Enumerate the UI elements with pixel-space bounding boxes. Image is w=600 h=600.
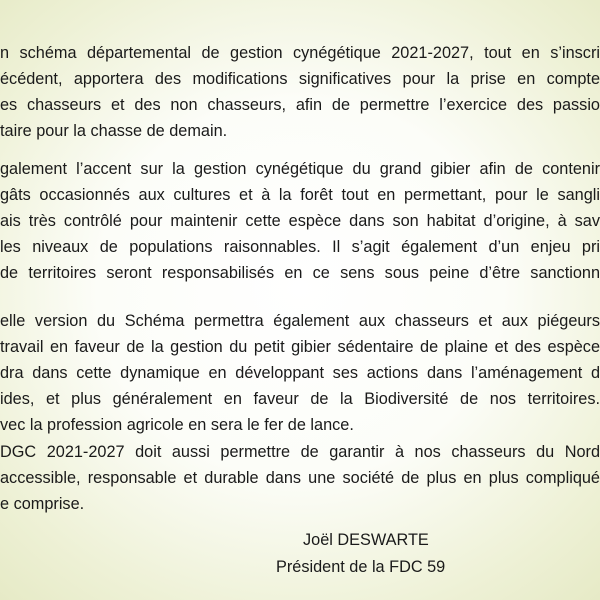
paragraph-2-line-4: les niveaux de populations raisonnables. Il s’agit également d’un enjeu pri: [0, 238, 600, 256]
paragraph-3-line-3: dra dans cette dynamique en développant ses actions dans l’aménagement d: [0, 364, 600, 382]
paragraph-4-line-1: DGC 2021-2027 doit aussi permettre de garantir à nos chasseurs du Nord: [0, 443, 600, 461]
paragraph-2-line-1: galement l’accent sur la gestion cynégétique du grand gibier afin de contenir: [0, 160, 600, 178]
paragraph-4-line-2: accessible, responsable et durable dans une société de plus en plus compliqué: [0, 469, 600, 487]
paragraph-2-line-3: ais très contrôlé pour maintenir cette espèce dans son habitat d’origine, à sav: [0, 212, 600, 230]
paragraph-1-line-3: es chasseurs et des non chasseurs, afin de permettre l’exercice des passio: [0, 96, 600, 114]
signature-name: Joël DESWARTE: [303, 531, 429, 549]
paragraph-3-line-4: ides, et plus généralement en faveur de la Biodiversité de nos territoires.: [0, 390, 600, 408]
paragraph-1-line-4: taire pour la chasse de demain.: [0, 122, 228, 140]
paragraph-1-line-2: écédent, apportera des modifications significatives pour la prise en compte: [0, 70, 600, 88]
paragraph-2-line-2: gâts occasionnés aux cultures et à la forêt tout en permettant, pour le sangli: [0, 186, 600, 204]
signature-title: Président de la FDC 59: [276, 558, 446, 576]
paragraph-2-line-5: de territoires seront responsabilisés en ce sens sous peine d’être sanctionn: [0, 264, 600, 282]
paragraph-3-line-5: vec la profession agricole en sera le fer de lance.: [0, 416, 354, 434]
paragraph-3-line-2: travail en faveur de la gestion du petit gibier sédentaire de plaine et des espèce: [0, 338, 600, 356]
paragraph-4-line-3: e comprise.: [0, 495, 85, 513]
paragraph-3-line-1: elle version du Schéma permettra également aux chasseurs et aux piégeurs: [0, 312, 600, 330]
paragraph-1-line-1: n schéma départemental de gestion cynégétique 2021-2027, tout en s’inscri: [0, 44, 600, 62]
